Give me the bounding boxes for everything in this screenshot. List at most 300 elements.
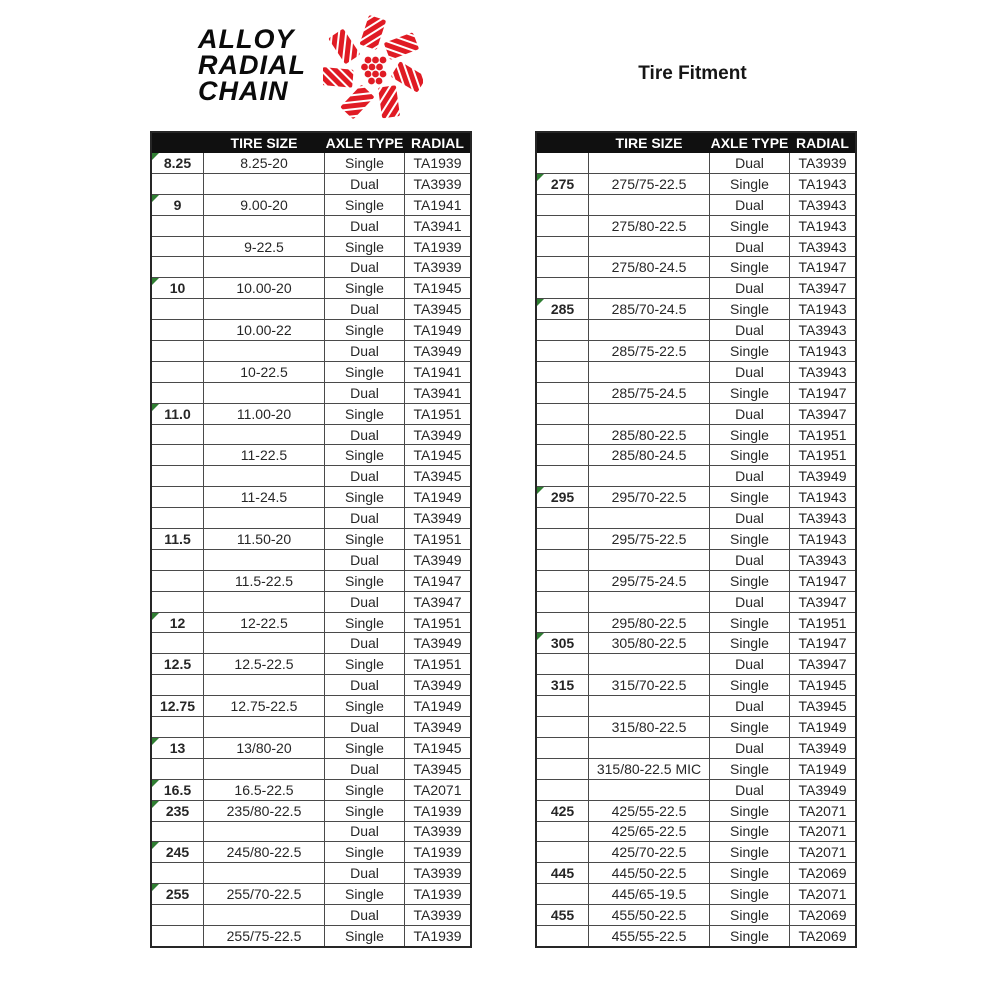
- table-row: [151, 257, 471, 278]
- radial-cell: TA3947: [790, 278, 857, 299]
- table-row: [536, 675, 856, 696]
- table-row: [536, 863, 856, 884]
- tire-size-cell: 425/55-22.5: [589, 800, 710, 821]
- table-row: [151, 654, 471, 675]
- group-cell: [536, 612, 589, 633]
- table-row: [151, 320, 471, 341]
- tire-size-cell: [204, 424, 325, 445]
- axle-type-cell: Dual: [710, 403, 790, 424]
- column-header-radial: RADIAL: [790, 132, 857, 153]
- table-row: [151, 382, 471, 403]
- table-row: [151, 424, 471, 445]
- group-cell: [536, 925, 589, 946]
- table-row: [536, 612, 856, 633]
- radial-cell: TA2071: [790, 884, 857, 905]
- axle-type-cell: Single: [325, 842, 405, 863]
- axle-type-cell: Dual: [710, 236, 790, 257]
- radial-cell: TA1943: [790, 487, 857, 508]
- radial-cell: TA3949: [790, 779, 857, 800]
- tire-size-cell: [589, 361, 710, 382]
- tire-size-cell: 11.50-20: [204, 529, 325, 550]
- axle-type-cell: Dual: [325, 424, 405, 445]
- tire-size-cell: [204, 382, 325, 403]
- group-cell: [536, 779, 589, 800]
- axle-type-cell: Single: [325, 361, 405, 382]
- tire-size-cell: 425/65-22.5: [589, 821, 710, 842]
- radial-cell: TA3949: [790, 737, 857, 758]
- group-cell: [151, 717, 204, 738]
- group-cell: 255: [151, 884, 204, 905]
- tire-size-cell: 12.75-22.5: [204, 696, 325, 717]
- tire-size-cell: 425/70-22.5: [589, 842, 710, 863]
- axle-type-cell: Dual: [710, 320, 790, 341]
- axle-type-cell: Dual: [325, 549, 405, 570]
- radial-cell: TA1939: [405, 925, 472, 946]
- group-cell: [151, 863, 204, 884]
- axle-type-cell: Single: [325, 696, 405, 717]
- axle-type-cell: Single: [325, 445, 405, 466]
- tire-size-cell: 315/70-22.5: [589, 675, 710, 696]
- tire-size-cell: [589, 654, 710, 675]
- table-row: [536, 424, 856, 445]
- fitment-table-right-container: [535, 131, 857, 948]
- table-row: [151, 696, 471, 717]
- group-cell: [536, 821, 589, 842]
- radial-cell: TA1951: [405, 529, 472, 550]
- tire-size-cell: 315/80-22.5: [589, 717, 710, 738]
- radial-cell: TA3939: [405, 821, 472, 842]
- axle-type-cell: Dual: [325, 591, 405, 612]
- tire-size-cell: 285/80-22.5: [589, 424, 710, 445]
- group-cell: [151, 821, 204, 842]
- table-row: [151, 341, 471, 362]
- group-cell: [151, 925, 204, 946]
- axle-type-cell: Dual: [710, 194, 790, 215]
- tire-size-cell: [204, 905, 325, 926]
- radial-cell: TA1943: [790, 299, 857, 320]
- fitment-table-right: [535, 131, 857, 948]
- axle-type-cell: Single: [710, 341, 790, 362]
- radial-cell: TA2069: [790, 863, 857, 884]
- axle-type-cell: Single: [325, 925, 405, 946]
- group-cell: [151, 236, 204, 257]
- radial-cell: TA1939: [405, 153, 472, 174]
- group-cell: 285: [536, 299, 589, 320]
- group-cell: [151, 570, 204, 591]
- group-cell: [151, 320, 204, 341]
- group-cell: [536, 717, 589, 738]
- group-cell: [536, 403, 589, 424]
- table-row: [536, 341, 856, 362]
- axle-type-cell: Dual: [325, 257, 405, 278]
- brand-logo-text: [198, 26, 306, 104]
- axle-type-cell: Single: [325, 529, 405, 550]
- table-row: [536, 570, 856, 591]
- axle-type-cell: Single: [325, 236, 405, 257]
- table-row: [151, 173, 471, 194]
- radial-cell: TA1949: [405, 696, 472, 717]
- axle-type-cell: Single: [710, 717, 790, 738]
- table-row: [151, 445, 471, 466]
- group-cell: 11.0: [151, 403, 204, 424]
- tire-size-cell: [589, 236, 710, 257]
- table-row: [536, 737, 856, 758]
- radial-cell: TA3947: [790, 654, 857, 675]
- tire-size-cell: 315/80-22.5 MIC: [589, 758, 710, 779]
- axle-type-cell: Dual: [325, 341, 405, 362]
- table-row: [151, 529, 471, 550]
- group-cell: 315: [536, 675, 589, 696]
- group-cell: [151, 445, 204, 466]
- axle-type-cell: Dual: [710, 278, 790, 299]
- radial-cell: TA1939: [405, 800, 472, 821]
- radial-cell: TA3947: [405, 591, 472, 612]
- table-row: [151, 779, 471, 800]
- tire-size-cell: [204, 173, 325, 194]
- radial-cell: TA3943: [790, 508, 857, 529]
- axle-type-cell: Single: [710, 173, 790, 194]
- table-row: [536, 257, 856, 278]
- group-cell: 295: [536, 487, 589, 508]
- axle-type-cell: Dual: [325, 173, 405, 194]
- group-cell: [151, 341, 204, 362]
- table-row: [536, 905, 856, 926]
- group-cell: [151, 424, 204, 445]
- table-row: [151, 215, 471, 236]
- radial-cell: TA3947: [790, 403, 857, 424]
- group-cell: [536, 236, 589, 257]
- table-row: [536, 758, 856, 779]
- table-row: [536, 508, 856, 529]
- axle-type-cell: Single: [710, 821, 790, 842]
- table-row: [151, 884, 471, 905]
- axle-type-cell: Single: [710, 570, 790, 591]
- radial-cell: TA2071: [790, 800, 857, 821]
- group-cell: [536, 341, 589, 362]
- tire-size-cell: [589, 591, 710, 612]
- group-cell: 445: [536, 863, 589, 884]
- tire-size-cell: 285/75-24.5: [589, 382, 710, 403]
- table-row: [151, 717, 471, 738]
- radial-cell: TA3943: [790, 361, 857, 382]
- radial-cell: TA3945: [790, 696, 857, 717]
- tire-size-cell: 455/55-22.5: [589, 925, 710, 946]
- tire-size-cell: [204, 758, 325, 779]
- radial-cell: TA1947: [790, 257, 857, 278]
- axle-type-cell: Single: [710, 800, 790, 821]
- table-row: [536, 591, 856, 612]
- table-row: [151, 236, 471, 257]
- group-cell: [536, 153, 589, 174]
- radial-cell: TA1943: [790, 341, 857, 362]
- group-cell: [536, 320, 589, 341]
- radial-cell: TA3949: [405, 341, 472, 362]
- tire-size-cell: 235/80-22.5: [204, 800, 325, 821]
- tire-size-cell: [204, 299, 325, 320]
- radial-cell: TA1941: [405, 361, 472, 382]
- group-cell: [536, 445, 589, 466]
- radial-cell: TA3947: [790, 591, 857, 612]
- table-row: [151, 508, 471, 529]
- radial-cell: TA1951: [405, 654, 472, 675]
- group-cell: 9: [151, 194, 204, 215]
- radial-cell: TA3943: [790, 549, 857, 570]
- axle-type-cell: Single: [710, 675, 790, 696]
- radial-cell: TA1947: [790, 633, 857, 654]
- group-cell: [151, 466, 204, 487]
- radial-cell: TA1943: [790, 173, 857, 194]
- group-cell: [536, 884, 589, 905]
- axle-type-cell: Dual: [325, 863, 405, 884]
- group-cell: [536, 654, 589, 675]
- tire-size-cell: [589, 549, 710, 570]
- fitment-table-left-container: [150, 131, 472, 948]
- table-row: [151, 821, 471, 842]
- group-cell: [151, 361, 204, 382]
- table-row: [536, 821, 856, 842]
- table-row: [536, 382, 856, 403]
- tire-size-cell: 10.00-20: [204, 278, 325, 299]
- radial-cell: TA1939: [405, 842, 472, 863]
- column-header-axle-type: AXLE TYPE: [710, 132, 790, 153]
- axle-type-cell: Single: [710, 633, 790, 654]
- table-row: [536, 800, 856, 821]
- radial-cell: TA1945: [790, 675, 857, 696]
- axle-type-cell: Dual: [710, 466, 790, 487]
- tire-size-cell: 12-22.5: [204, 612, 325, 633]
- tire-size-cell: 11.5-22.5: [204, 570, 325, 591]
- group-cell: [536, 529, 589, 550]
- axle-type-cell: Dual: [710, 696, 790, 717]
- tire-size-cell: 275/75-22.5: [589, 173, 710, 194]
- group-cell: [536, 361, 589, 382]
- fitment-table-left: [150, 131, 472, 948]
- group-cell: [151, 675, 204, 696]
- table-row: [536, 403, 856, 424]
- radial-cell: TA1949: [790, 758, 857, 779]
- axle-type-cell: Single: [710, 842, 790, 863]
- tire-size-cell: [589, 320, 710, 341]
- axle-type-cell: Dual: [710, 737, 790, 758]
- tire-size-cell: [589, 508, 710, 529]
- radial-cell: TA3939: [405, 173, 472, 194]
- table-row: [151, 842, 471, 863]
- tire-size-cell: 13/80-20: [204, 737, 325, 758]
- group-cell: [151, 257, 204, 278]
- tire-size-cell: 8.25-20: [204, 153, 325, 174]
- tire-size-cell: [589, 278, 710, 299]
- table-row: [151, 403, 471, 424]
- tire-size-cell: 455/50-22.5: [589, 905, 710, 926]
- axle-type-cell: Dual: [710, 654, 790, 675]
- axle-type-cell: Single: [710, 758, 790, 779]
- column-header-axle-type: AXLE TYPE: [325, 132, 405, 153]
- table-row: [536, 361, 856, 382]
- axle-type-cell: Dual: [710, 153, 790, 174]
- axle-type-cell: Dual: [325, 717, 405, 738]
- tire-size-cell: 10-22.5: [204, 361, 325, 382]
- table-row: [536, 278, 856, 299]
- tire-size-cell: [589, 466, 710, 487]
- tire-size-cell: [589, 779, 710, 800]
- tire-size-cell: [204, 549, 325, 570]
- table-row: [536, 717, 856, 738]
- table-row: [536, 445, 856, 466]
- axle-type-cell: Single: [325, 570, 405, 591]
- radial-cell: TA3939: [405, 863, 472, 884]
- tire-size-cell: [204, 508, 325, 529]
- tire-size-cell: [589, 403, 710, 424]
- table-row: [536, 529, 856, 550]
- axle-type-cell: Single: [325, 320, 405, 341]
- table-row: [536, 153, 856, 174]
- radial-cell: TA1947: [405, 570, 472, 591]
- radial-cell: TA3943: [790, 320, 857, 341]
- tire-size-cell: 295/75-24.5: [589, 570, 710, 591]
- radial-cell: TA1939: [405, 884, 472, 905]
- radial-cell: TA3939: [405, 905, 472, 926]
- axle-type-cell: Single: [710, 612, 790, 633]
- group-cell: [151, 591, 204, 612]
- tire-size-cell: [204, 821, 325, 842]
- group-cell: [151, 549, 204, 570]
- axle-type-cell: Dual: [710, 549, 790, 570]
- radial-cell: TA3945: [405, 758, 472, 779]
- axle-type-cell: Dual: [710, 779, 790, 800]
- radial-cell: TA1951: [790, 612, 857, 633]
- group-cell: [151, 382, 204, 403]
- axle-type-cell: Dual: [710, 361, 790, 382]
- radial-cell: TA3943: [790, 236, 857, 257]
- axle-type-cell: Single: [325, 612, 405, 633]
- group-cell: [151, 299, 204, 320]
- group-cell: [151, 215, 204, 236]
- radial-cell: TA3945: [405, 299, 472, 320]
- axle-type-cell: Single: [325, 737, 405, 758]
- table-row: [536, 299, 856, 320]
- table-row: [151, 925, 471, 946]
- group-cell: [536, 842, 589, 863]
- table-row: [151, 905, 471, 926]
- group-cell: 10: [151, 278, 204, 299]
- axle-type-cell: Single: [710, 382, 790, 403]
- radial-cell: TA2069: [790, 905, 857, 926]
- tire-size-cell: 285/70-24.5: [589, 299, 710, 320]
- tire-size-cell: 9-22.5: [204, 236, 325, 257]
- axle-type-cell: Single: [710, 424, 790, 445]
- table-row: [151, 299, 471, 320]
- column-header-tire-size: TIRE SIZE: [204, 132, 325, 153]
- axle-type-cell: Single: [710, 863, 790, 884]
- group-cell: 275: [536, 173, 589, 194]
- axle-type-cell: Single: [710, 299, 790, 320]
- axle-type-cell: Dual: [325, 905, 405, 926]
- table-row: [536, 487, 856, 508]
- radial-cell: TA2071: [790, 821, 857, 842]
- group-cell: [536, 278, 589, 299]
- group-cell: [536, 194, 589, 215]
- radial-cell: TA2071: [405, 779, 472, 800]
- radial-cell: TA1951: [790, 424, 857, 445]
- axle-type-cell: Dual: [325, 382, 405, 403]
- tire-size-cell: [589, 737, 710, 758]
- brand-word-chain: CHAIN: [198, 76, 289, 106]
- radial-cell: TA3949: [405, 717, 472, 738]
- radial-cell: TA1943: [790, 215, 857, 236]
- radial-cell: TA3949: [790, 466, 857, 487]
- group-cell: [536, 508, 589, 529]
- tire-size-cell: [204, 466, 325, 487]
- table-row: [536, 842, 856, 863]
- tire-size-cell: 255/70-22.5: [204, 884, 325, 905]
- group-cell: [536, 591, 589, 612]
- axle-type-cell: Dual: [710, 591, 790, 612]
- radial-cell: TA1943: [790, 529, 857, 550]
- group-cell: [151, 487, 204, 508]
- table-row: [536, 696, 856, 717]
- group-cell: [536, 737, 589, 758]
- table-row: [151, 737, 471, 758]
- table-row: [151, 591, 471, 612]
- radial-cell: TA3943: [790, 194, 857, 215]
- table-row: [151, 194, 471, 215]
- axle-type-cell: Dual: [325, 821, 405, 842]
- tire-size-cell: [204, 341, 325, 362]
- group-cell: [536, 549, 589, 570]
- brand-word-alloy: ALLOY: [198, 24, 295, 54]
- tire-size-cell: [204, 257, 325, 278]
- axle-type-cell: Dual: [325, 466, 405, 487]
- group-cell: [536, 570, 589, 591]
- radial-cell: TA3939: [790, 153, 857, 174]
- tire-size-cell: [589, 696, 710, 717]
- axle-type-cell: Single: [325, 487, 405, 508]
- group-cell: [151, 508, 204, 529]
- radial-cell: TA1945: [405, 278, 472, 299]
- group-cell: 12.75: [151, 696, 204, 717]
- tire-size-cell: [204, 633, 325, 654]
- axle-type-cell: Single: [325, 800, 405, 821]
- tire-size-cell: [589, 194, 710, 215]
- axle-type-cell: Single: [325, 278, 405, 299]
- radial-cell: TA1939: [405, 236, 472, 257]
- table-row: [536, 884, 856, 905]
- radial-cell: TA1945: [405, 445, 472, 466]
- group-cell: 13: [151, 737, 204, 758]
- tire-size-cell: [204, 675, 325, 696]
- group-cell: [536, 257, 589, 278]
- table-row: [536, 173, 856, 194]
- axle-type-cell: Single: [710, 529, 790, 550]
- table-row: [151, 633, 471, 654]
- radial-cell: TA3949: [405, 549, 472, 570]
- header-row: [151, 132, 471, 153]
- group-cell: [151, 173, 204, 194]
- axle-type-cell: Single: [710, 215, 790, 236]
- column-header-tire-size: TIRE SIZE: [589, 132, 710, 153]
- tire-size-cell: 285/80-24.5: [589, 445, 710, 466]
- page-title: Tire Fitment: [638, 63, 747, 84]
- tire-size-cell: [204, 717, 325, 738]
- tire-size-cell: 10.00-22: [204, 320, 325, 341]
- table-row: [536, 633, 856, 654]
- radial-cell: TA1945: [405, 737, 472, 758]
- group-cell: [151, 905, 204, 926]
- table-row: [151, 361, 471, 382]
- tire-size-cell: 275/80-24.5: [589, 257, 710, 278]
- axle-type-cell: Dual: [325, 299, 405, 320]
- column-header-radial: RADIAL: [405, 132, 472, 153]
